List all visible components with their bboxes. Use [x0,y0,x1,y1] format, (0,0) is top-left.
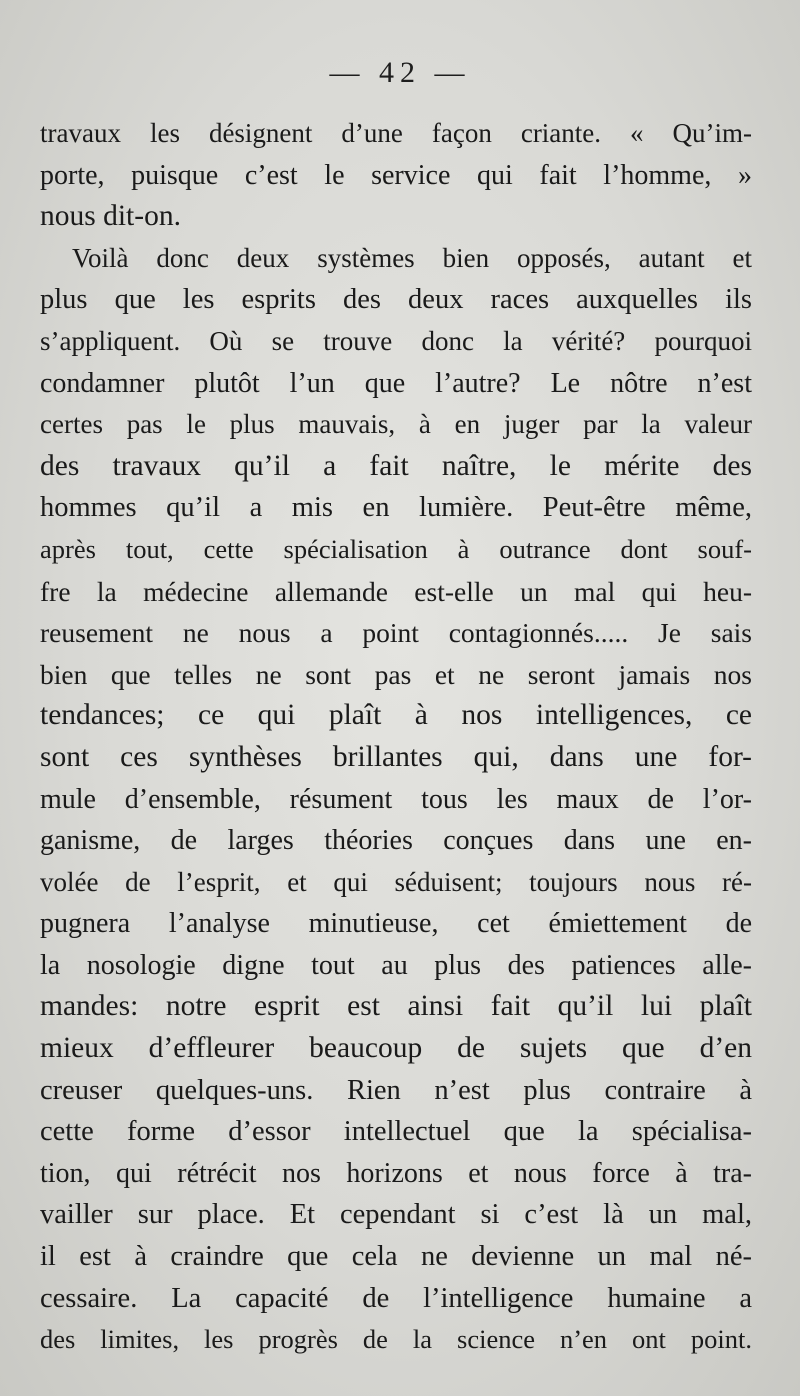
text-line: porte, puisque c’est le service qui fait l’homme, » [40,159,752,191]
text-line: Voilà donc deux systèmes bien opposés, autant et [72,242,752,273]
text-line: la nosologie digne tout au plus des patiences alle- [40,949,752,981]
text-line: cette forme d’essor intellectuel que la spécialisa- [40,1116,752,1148]
text-line: nous dit-on. [40,200,181,233]
text-line: fre la médecine allemande est-elle un mal qui heu- [40,575,752,607]
text-line: il est à craindre que cela ne devienne un mal né- [40,1241,752,1273]
text-line: pugnera l’analyse minutieuse, cet émiettement de [40,908,752,940]
text-line: reusement ne nous a point contagionnés..... Je sais [40,617,752,649]
text-line: mandes: notre esprit est ainsi fait qu’il lui plaît [40,990,752,1023]
text-line: tion, qui rétrécit nos horizons et nous force à tra- [40,1157,752,1189]
text-line: des limites, les progrès de la science n’en ont point. [40,1324,752,1355]
text-line: travaux les désignent d’une façon criante. « Qu’im- [40,118,752,148]
text-line: volée de l’esprit, et qui séduisent; toujours nous ré- [40,866,752,897]
text-line: plus que les esprits des deux races auxquelles ils [40,284,752,316]
text-line: creuser quelques-uns. Rien n’est plus contraire à [40,1074,752,1106]
text-line: sont ces synthèses brillantes qui, dans une for- [40,740,752,773]
page-number: — 42 — [329,56,471,89]
body-text [40,113,752,1361]
text-line: bien que telles ne sont pas et ne seront jamais nos [40,658,752,690]
text-line: certes pas le plus mauvais, à en juger par la valeur [40,409,752,440]
text-line: vailler sur place. Et cependant si c’est là un mal, [40,1199,752,1231]
text-line: tendances; ce qui plaît à nos intelligences, ce [40,699,752,732]
text-line: condamner plutôt l’un que l’autre? Le nôtre n’est [40,367,752,399]
text-line: des travaux qu’il a fait naître, le mérite des [40,449,752,482]
text-line: cessaire. La capacité de l’intelligence humaine a [40,1282,752,1314]
text-line: s’appliquent. Où se trouve donc la vérité? pourquoi [40,325,752,356]
text-line: après tout, cette spécialisation à outrance dont souf- [40,533,752,564]
text-line: mieux d’effleurer beaucoup de sujets que d’en [40,1032,752,1065]
text-line: ganisme, de larges théories conçues dans une en- [40,825,752,857]
text-line: mule d’ensemble, résument tous les maux de l’or- [40,783,752,815]
text-line: hommes qu’il a mis en lumière. Peut-être même, [40,492,752,524]
